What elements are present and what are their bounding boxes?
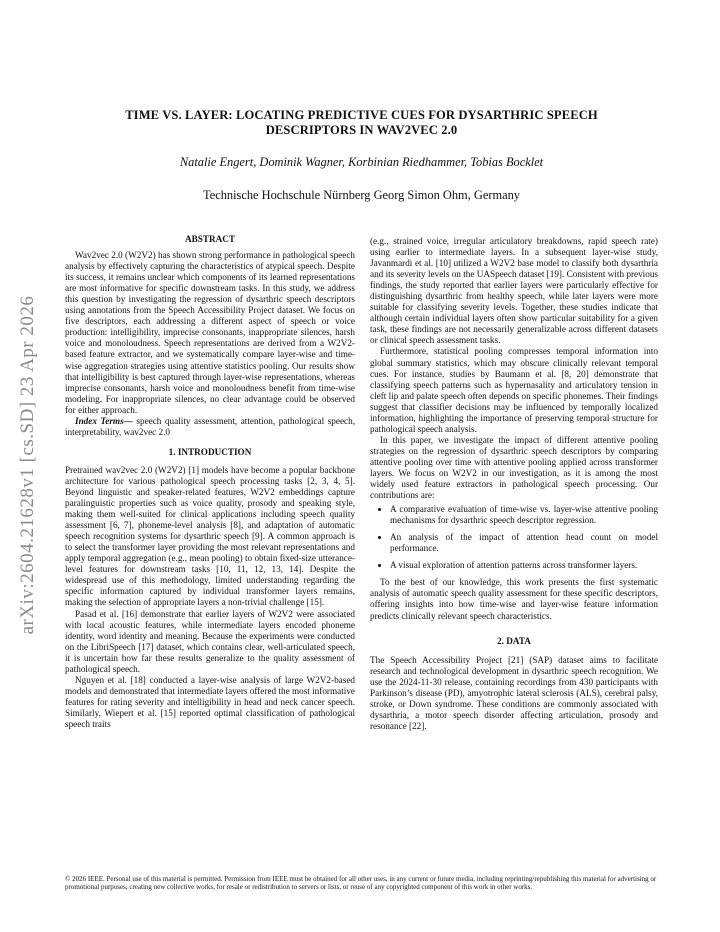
author-list: Natalie Engert, Dominik Wagner, Korbinian Riedhammer, Tobias Bocklet [179,155,544,169]
left-column [65,232,355,730]
contributions-list [370,504,658,571]
abstract-text: Wav2vec 2.0 (W2V2) has shown strong performance in pathological speech analysis by effectively capturing the characteristics of atypical speech. Despite its success, it remains unclear which components of its learned representations are most informative for specific downstream tasks. In this study, we address this question by investigating the regression of dysarthric speech descriptors using annotations from the Speech Accessibility Project dataset. We focus on five descriptors, each addressing a different aspect of speech or voice production: intelligibility, imprecise consonants, inappropriate silences, harsh voice and monoloudness. Speech representations are derived from a W2V2-based feature extractor, and we systematically compare layer-wise and time-wise aggregation strategies using attentive statistics pooling. Our results show that intelligibility is best captured through layer-wise representations, whereas imprecise consonants, harsh voice and monoloudness benefit from time-wise modeling. For inappropriate silences, no clear advantage could be observed for either approach. [65,250,355,415]
paper-title [100,108,623,138]
contribution-item: • A comparative evaluation of time-wise vs. layer-wise attentive pooling mechanisms for dysarthric speech descriptor regression. [390,504,658,526]
contribution-item: • A visual exploration of attention patterns across transformer layers. [390,560,658,571]
data-heading: 2. DATA [497,635,531,646]
intro-paragraph-6: In this paper, we investigate the impact of different attentive pooling strategies on the regression of dysarthric speech descriptors by comparing attentive pooling over time with attentive pooling applied across transformer layers. We focus on W2V2 in our investigation, as it is among the most widely used feature extractors in pathological speech processing. Our contributions are: [370,434,658,501]
affiliation: Technische Hochschule Nürnberg Georg Simon Ohm, Germany [203,188,520,202]
arxiv-identifier: arXiv:2604.21628v1 [cs.SD] 23 Apr 2026 [17,295,38,635]
introduction-heading: 1. INTRODUCTION [168,446,252,457]
intro-paragraph-2: Pasad et al. [16] demonstrate that earlier layers of W2V2 were associated with local acoustic features, while intermediate layers encoded phoneme identity, word identity and meaning. Because the experiments were conducted on the LibriSpeech [17] dataset, which contains clear, well-articulated speech, it is uncertain how far these results generalize to the quality assessment of pathological speech. [65,608,355,674]
contribution-item: • An analysis of the impact of attention head count on model performance. [390,532,658,554]
right-column [370,236,658,732]
intro-paragraph-7: To the best of our knowledge, this work presents the first systematic analysis of automatic speech quality assessment for these specific descriptors, offering insights into how time-wise and layer-wise feature information predicts clinically relevant speech characteristics. [370,577,658,621]
intro-paragraph-3: Nguyen et al. [18] conducted a layer-wise analysis of large W2V2-based models and demonstrated that intermediate layers offered the most informative features for rating severity and intelligibility in head and neck cancer speech. Similarly, Wiepert et al. [15] reported optimal classification of pathological speech traits [65,674,355,729]
intro-paragraph-5: Furthermore, statistical pooling compresses temporal information into global summary statistics, which may obscure clinically relevant temporal cues. For instance, studies by Baumann et al. [8, 20] demonstrate that classifying speech patterns such as hypernasality and articulatory tension in cleft lip and palate speech often depends on specific phonemes. Their findings suggest that classifier decisions may be influenced by temporally localized information, highlighting the importance of preserving temporal structure for pathological speech analysis. [370,346,658,434]
title-line-1: TIME VS. LAYER: LOCATING PREDICTIVE CUES FOR DYSARTHRIC SPEECH [125,108,598,122]
index-terms-text: speech quality assessment, attention, pathological speech, interpretability, wav2vec 2.0 [65,415,355,437]
index-terms [65,416,355,438]
copyright-notice: © 2026 IEEE. Personal use of this material is permitted. Permission from IEEE must be obtained for all other uses, in any current or future media, including reprinting/republishing this material for advertising or promotional purposes, creating new collective works, for resale or redistribution to servers or lists, or reuse of any copyrighted component of this work in other works. [65,875,657,892]
intro-paragraph-1: Pretrained wav2vec 2.0 (W2V2) [1] models have become a popular backbone architecture for various pathological speech processing tasks [2, 3, 4, 5]. Beyond linguistic and speaker-related features, W2V2 embeddings capture paralinguistic properties such as voice quality, prosody and speaking style, making them well-suited for clinical applications including speech quality assessment [6, 7], phoneme-level analysis [8], and adaptation of automatic speech recognition systems for dysarthric speech [9]. A common approach is to select the transformer layer providing the most relevant representations and apply temporal aggregation (e.g., mean pooling) to obtain fixed-size utterance-level features for downstream tasks [10, 11, 12, 13, 14]. Despite the widespread use of this methodology, limited understanding regarding the specific information captured by individual transformer layers remains, making the selection of appropriate layers a non-trivial challenge [15]. [65,464,355,608]
intro-paragraph-4: (e.g., strained voice, irregular articulatory breakdowns, rapid speech rate) using earlier to intermediate layers. In a subsequent layer-wise study, Javanmardi et al. [10] utilized a W2V2 base model to classify both dysarthria and its severity levels on the UASpeech dataset [19]. Consistent with previous findings, the study reported that earlier layers were particularly effective for distinguishing dysarthric from healthy speech, while later layers were more suitable for classifying severity levels. Together, these studies indicate that although certain individual layers often show particular suitability for a given task, these findings are not necessarily generalizable across different datasets or clinical speech assessment tasks. [370,236,658,346]
data-paragraph-1: The Speech Accessibility Project [21] (SAP) dataset aims to facilitate research and technological development in dysarthric speech recognition. We use the 2024-11-30 release, containing recordings from 430 participants with Parkinson’s disease (PD), amyotrophic lateral sclerosis (ALS), cerebral palsy, stroke, or Down syndrome. These conditions are commonly associated with dysarthria, a motor speech disorder affecting articulation, prosody and resonance [22]. [370,654,658,731]
arxiv-sidebar-stamp [8,255,48,675]
abstract-heading: ABSTRACT [184,234,236,244]
index-terms-label: Index Terms— [75,415,133,426]
title-line-2: DESCRIPTORS IN WAV2VEC 2.0 [265,123,458,137]
